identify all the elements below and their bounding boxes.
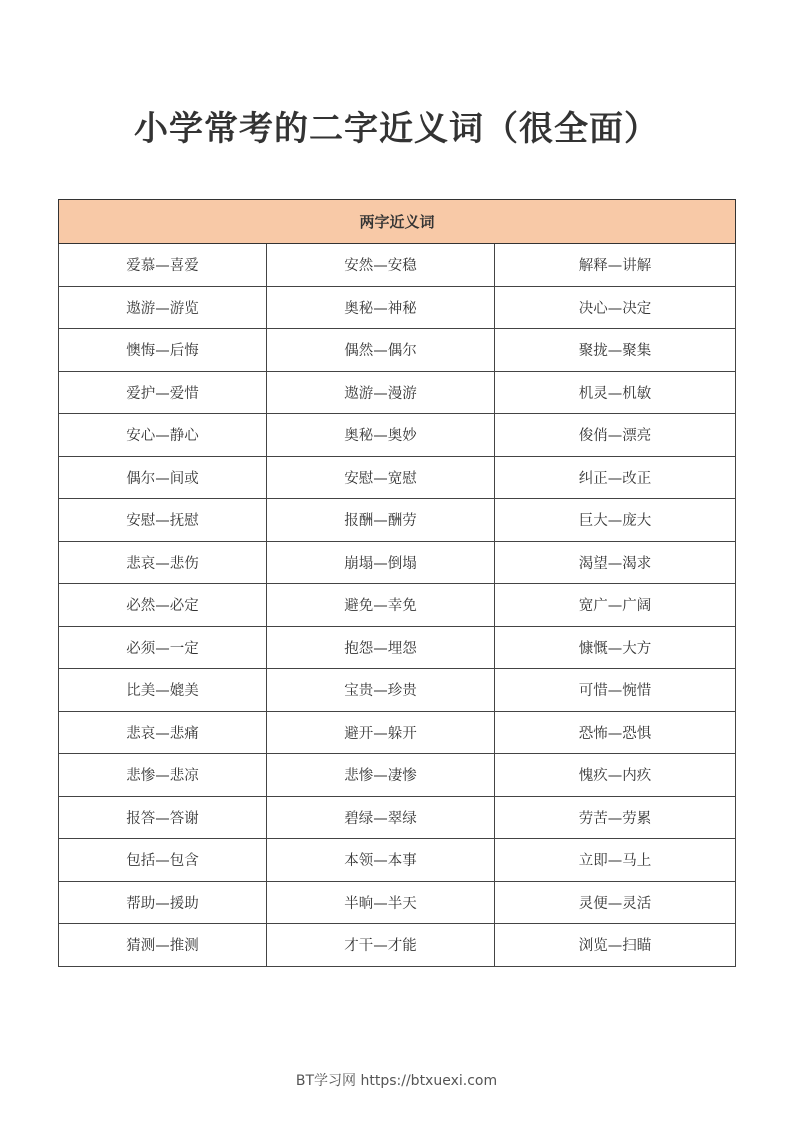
table-body <box>59 244 736 967</box>
table-cell: 必须—一定 <box>59 626 267 669</box>
table-cell: 半晌—半天 <box>267 881 495 924</box>
table-cell: 渴望—渴求 <box>495 541 736 584</box>
table-cell: 抱怨—埋怨 <box>267 626 495 669</box>
table-cell: 遨游—漫游 <box>267 371 495 414</box>
table-cell: 悲惨—凄惨 <box>267 754 495 797</box>
table-row <box>59 541 736 584</box>
table-cell: 恐怖—恐惧 <box>495 711 736 754</box>
table-cell: 巨大—庞大 <box>495 499 736 542</box>
table-cell: 聚拢—聚集 <box>495 329 736 372</box>
table-row <box>59 796 736 839</box>
table-cell: 慷慨—大方 <box>495 626 736 669</box>
table-row <box>59 839 736 882</box>
table-cell: 避免—幸免 <box>267 584 495 627</box>
table-cell: 帮助—援助 <box>59 881 267 924</box>
table-cell: 可惜—惋惜 <box>495 669 736 712</box>
table-cell: 安心—静心 <box>59 414 267 457</box>
table-cell: 爱护—爱惜 <box>59 371 267 414</box>
table-cell: 宝贵—珍贵 <box>267 669 495 712</box>
synonym-table <box>58 199 736 967</box>
table-cell: 包括—包含 <box>59 839 267 882</box>
table-row <box>59 499 736 542</box>
table-row <box>59 584 736 627</box>
table-cell: 爱慕—喜爱 <box>59 244 267 287</box>
table-cell: 崩塌—倒塌 <box>267 541 495 584</box>
table-cell: 安然—安稳 <box>267 244 495 287</box>
table-cell: 浏览—扫瞄 <box>495 924 736 967</box>
table-cell: 才干—才能 <box>267 924 495 967</box>
footer-text: BT学习网 https://btxuexi.com <box>295 1073 498 1089</box>
table-row <box>59 244 736 287</box>
table-row <box>59 286 736 329</box>
table-cell: 奥秘—奥妙 <box>267 414 495 457</box>
table-row <box>59 329 736 372</box>
table-cell: 比美—媲美 <box>59 669 267 712</box>
table-cell: 奥秘—神秘 <box>267 286 495 329</box>
table-cell: 立即—马上 <box>495 839 736 882</box>
table-cell: 决心—决定 <box>495 286 736 329</box>
table-cell: 碧绿—翠绿 <box>267 796 495 839</box>
table-cell: 遨游—游览 <box>59 286 267 329</box>
table-cell: 愧疚—内疚 <box>495 754 736 797</box>
table-cell: 报酬—酬劳 <box>267 499 495 542</box>
table-row <box>59 626 736 669</box>
table-cell: 俊俏—漂亮 <box>495 414 736 457</box>
table-cell: 劳苦—劳累 <box>495 796 736 839</box>
table-cell: 猜测—推测 <box>59 924 267 967</box>
page-title: 小学常考的二字近义词（很全面） <box>134 109 659 149</box>
table-cell: 悲惨—悲凉 <box>59 754 267 797</box>
table-cell: 纠正—改正 <box>495 456 736 499</box>
table-cell: 安慰—宽慰 <box>267 456 495 499</box>
table-cell: 灵便—灵活 <box>495 881 736 924</box>
table-row <box>59 754 736 797</box>
table-cell: 悲哀—悲痛 <box>59 711 267 754</box>
table-cell: 避开—躲开 <box>267 711 495 754</box>
table-cell: 本领—本事 <box>267 839 495 882</box>
table-row <box>59 881 736 924</box>
table-cell: 报答—答谢 <box>59 796 267 839</box>
table-row <box>59 414 736 457</box>
table-header: 两字近义词 <box>59 200 736 244</box>
table-row <box>59 456 736 499</box>
table-cell: 宽广—广阔 <box>495 584 736 627</box>
table-row <box>59 924 736 967</box>
table-cell: 悲哀—悲伤 <box>59 541 267 584</box>
table-row <box>59 371 736 414</box>
table-cell: 解释—讲解 <box>495 244 736 287</box>
table-cell: 必然—必定 <box>59 584 267 627</box>
table-cell: 懊悔—后悔 <box>59 329 267 372</box>
table-row <box>59 711 736 754</box>
table-cell: 偶尔—间或 <box>59 456 267 499</box>
table-row <box>59 669 736 712</box>
table-cell: 机灵—机敏 <box>495 371 736 414</box>
table-cell: 偶然—偶尔 <box>267 329 495 372</box>
table-cell: 安慰—抚慰 <box>59 499 267 542</box>
table-header-row <box>59 200 736 244</box>
